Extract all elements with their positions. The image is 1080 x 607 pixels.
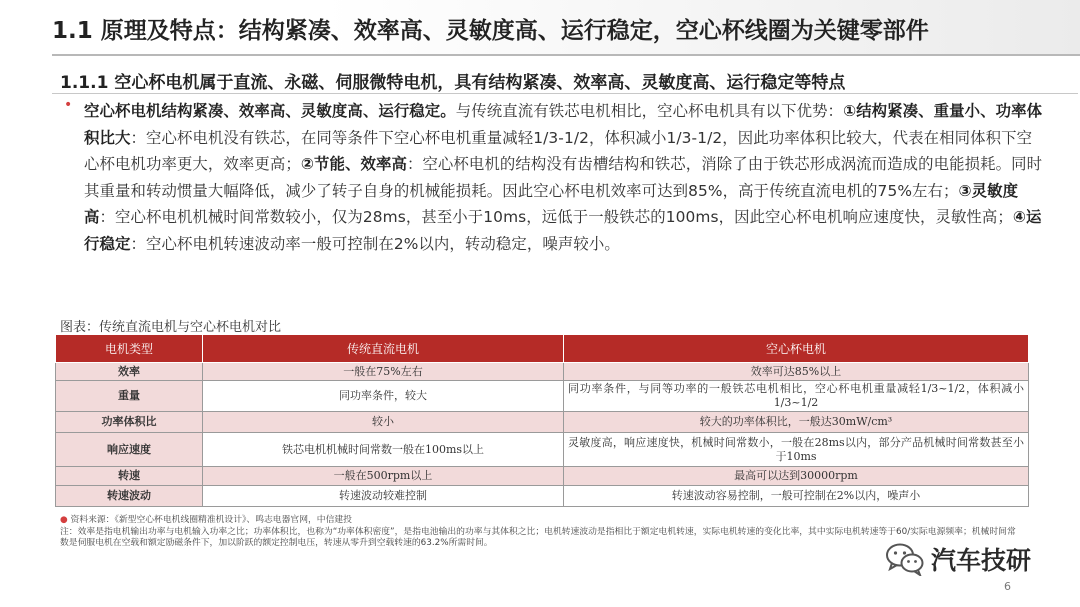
header-motor-type: 电机类型 [56,335,203,363]
lead-bold: 空心杯电机结构紧凑、效率高、灵敏度高、运行稳定。 [84,102,456,120]
subtitle-divider [52,93,1078,94]
advantage-2: ②节能、效率高 [300,155,407,173]
advantage-1: ①结构紧凑、重量小、功率体积比大 [84,102,1043,147]
row-label: 转速波动 [56,486,203,507]
body-paragraph [84,98,1044,257]
coreless-cell: 效率可达85%以上 [564,363,1029,381]
advantage-3: ③灵敏度高 [84,181,1019,226]
page-title: 1.1 原理及特点：结构紧凑、效率高、灵敏度高、运行稳定，空心杯线圈为关键零部件 [52,18,929,44]
table-row [56,363,1029,381]
coreless-cell: 最高可以达到30000rpm [564,467,1029,486]
row-label: 响应速度 [56,433,203,467]
source-bullet-icon: ● [60,515,71,525]
coreless-cell: 转速波动容易控制，一般可控制在2%以内，噪声小 [564,486,1029,507]
comparison-table [55,334,1029,507]
header-traditional-dc: 传统直流电机 [203,335,564,363]
source-note: ● 资料来源：《新型空心杯电机线圈精准机设计》、鸣志电器官网，中信建投 [60,515,352,525]
table-row [56,381,1029,412]
body-text-3: ：空心杯电机的结构没有齿槽结构和铁芯，消除了由于铁芯形成涡流而造成的电能损耗。同时其重量和转动惯量大幅降低，减少了转子自身的机械能损耗。因此空心杯电机效率可达到85%，高于传统直流电机的75%左右； [84,155,1043,200]
advantage-4: ④运行稳定 [84,208,1042,253]
coreless-cell: 灵敏度高，响应速度快，机械时间常数小，一般在28ms以内，部分产品机械时间常数甚至小于10ms [564,433,1029,467]
coreless-cell: 同功率条件，与同等功率的一般铁芯电机相比，空心杯电机重量减轻1/3~1/2，体积减小1/3~1/2 [564,381,1029,412]
table-row [56,486,1029,507]
table-row [56,412,1029,433]
table-header-row [56,335,1029,363]
table-row [56,467,1029,486]
bullet-icon: • [64,97,73,113]
body-text-5: ：空心杯电机转速波动率一般可控制在2%以内，转动稳定，噪声较小。 [130,234,620,253]
figure-caption: 图表：传统直流电机与空心杯电机对比 [60,320,282,335]
body-text-1: 与传统直流有铁芯电机相比，空心杯电机具有以下优势： [455,102,844,120]
wechat-icon [885,542,925,576]
section-subtitle: 1.1.1 空心杯电机属于直流、永磁、伺服微特电机，具有结构紧凑、效率高、灵敏度高、运行稳定等特点 [60,73,846,93]
definition-note: 注：效率是指电机输出功率与电机输入功率之比；功率体积比，也称为“功率体积密度”，是指电池输出的功率与其体积之比；电机转速波动是指相比于额定电机转速，实际电机转速的变化比率，其中实际电机转速等于60/实际电源频率；机械时间常数是伺服电机在空载和额定励磁条件下，加以阶跃的额定控制电压，转速从零升到空载转速的63.2%所需时间。 [60,526,1016,548]
body-text-2: ：空心杯电机没有铁芯，在同等条件下空心杯电机重量减轻1/3-1/2，体积减小1/3-1/2，因此功率体积比较大，代表在相同体积下空心杯电机功率更大，效率更高； [84,128,1033,173]
traditional-cell: 一般在500rpm以上 [203,467,564,486]
traditional-cell: 转速波动较难控制 [203,486,564,507]
page-number: 6 [1004,580,1011,593]
traditional-cell: 较小 [203,412,564,433]
row-label: 功率体积比 [56,412,203,433]
table-row [56,433,1029,467]
footnotes [60,515,1020,550]
title-divider [52,54,1080,56]
body-text-4: ：空心杯电机机械时间常数较小，仅为28ms，甚至小于10ms，远低于一般铁芯的100ms，因此空心杯电机响应速度快，灵敏性高； [99,208,1013,226]
watermark-text: 汽车技研 [931,546,1032,575]
row-label: 重量 [56,381,203,412]
coreless-cell: 较大的功率体积比，一般达30mW/cm³ [564,412,1029,433]
traditional-cell: 同功率条件，较大 [203,381,564,412]
row-label: 转速 [56,467,203,486]
traditional-cell: 铁芯电机机械时间常数一般在100ms以上 [203,433,564,467]
header-coreless: 空心杯电机 [564,335,1029,363]
row-label: 效率 [56,363,203,381]
traditional-cell: 一般在75%左右 [203,363,564,381]
watermark [885,541,1031,577]
